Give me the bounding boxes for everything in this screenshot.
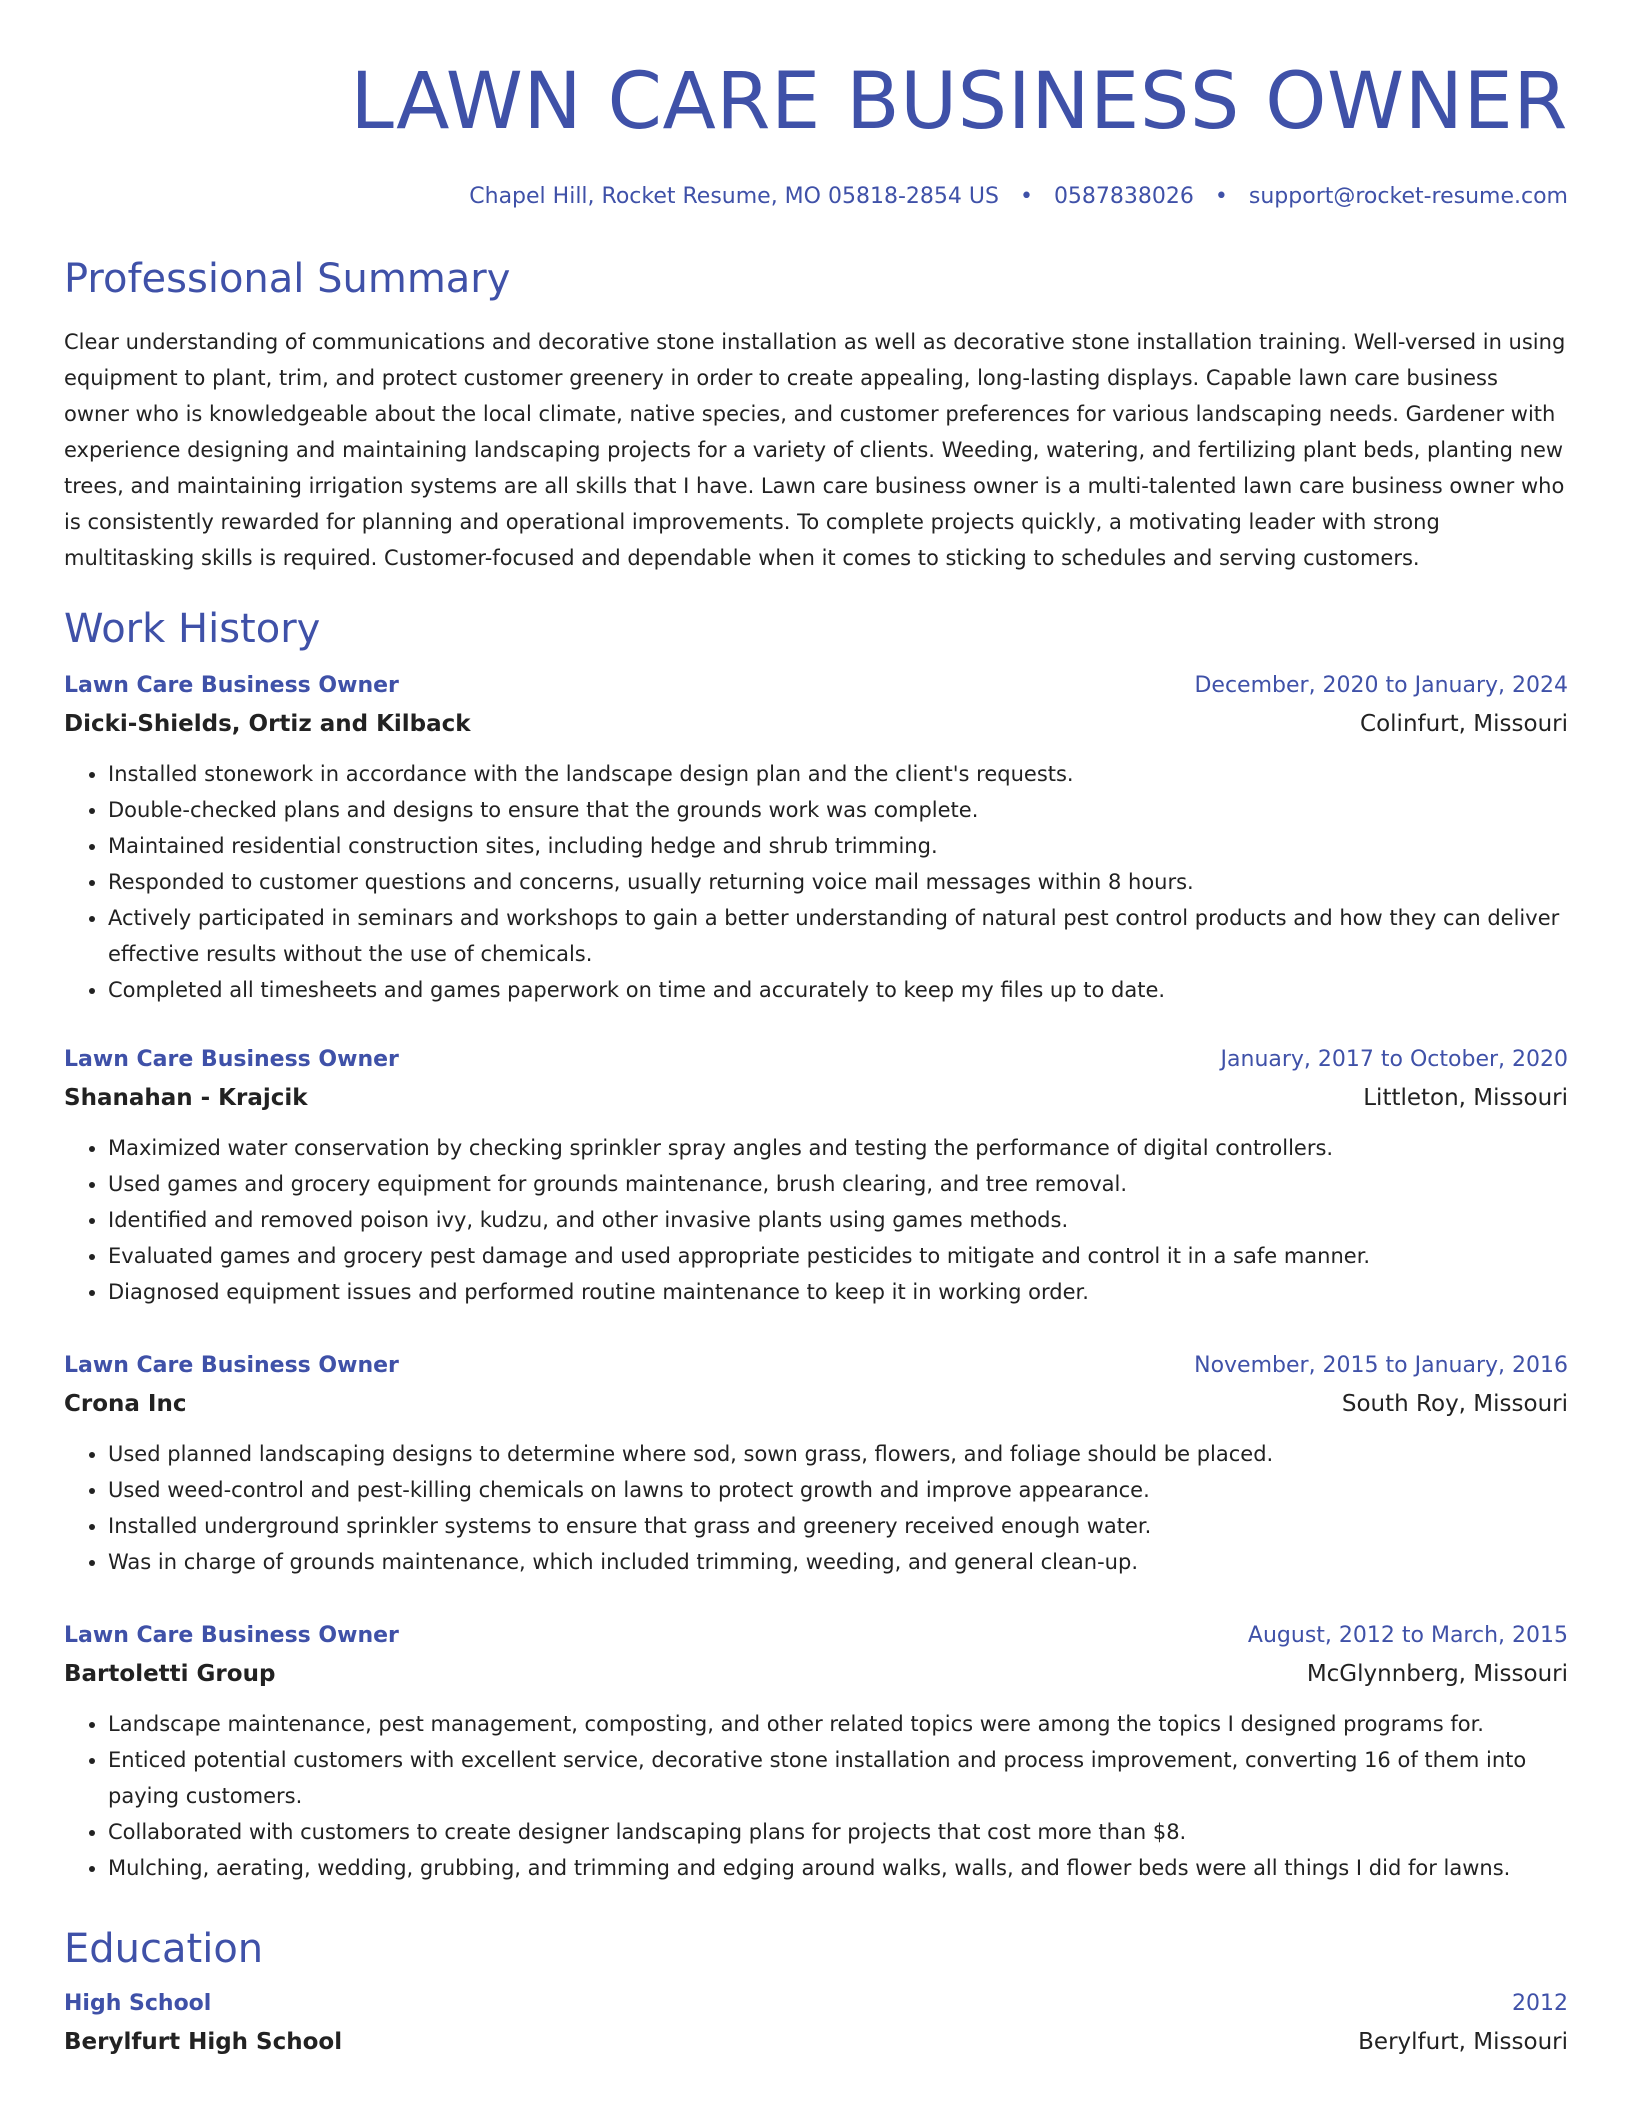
contact-line — [64, 182, 1568, 212]
contact-separator: • — [1214, 184, 1228, 209]
contact-email[interactable]: support@rocket-resume.com — [1248, 184, 1568, 209]
education-heading: Education — [64, 1926, 264, 1972]
job-entry — [64, 668, 1568, 1008]
job-bullet: • Used weed-control and pest-killing chemicals on lawns to protect growth and improve appearance. — [108, 1472, 1568, 1508]
education-year: 2012 — [1512, 1991, 1568, 2016]
job-bullets — [64, 1706, 1568, 1886]
job-company: Shanahan - Krajcik — [64, 1085, 308, 1111]
job-bullets — [64, 1130, 1568, 1310]
education-degree: High School — [64, 1991, 212, 2016]
job-bullet: • Responded to customer questions and concerns, usually returning voice mail messages within 8 hours. — [108, 864, 1568, 900]
job-bullets — [64, 1436, 1568, 1580]
job-location: Littleton, Missouri — [1363, 1085, 1568, 1111]
job-bullet: • Mulching, aerating, wedding, grubbing, and trimming and edging around walks, walls, and flower beds were all things I did for lawns. — [108, 1850, 1568, 1886]
job-bullet: • Evaluated games and grocery pest damage and used appropriate pesticides to mitigate and control it in a safe manner. — [108, 1238, 1568, 1274]
contact-address: Chapel Hill, Rocket Resume, MO 05818-2854 US — [469, 184, 999, 209]
job-location: Colinfurt, Missouri — [1360, 711, 1568, 737]
job-bullets — [64, 756, 1568, 1008]
job-role: Lawn Care Business Owner — [64, 1353, 399, 1378]
job-bullet: • Identified and removed poison ivy, kudzu, and other invasive plants using games methods. — [108, 1202, 1568, 1238]
education-school: Berylfurt High School — [64, 2029, 343, 2055]
work-history-heading: Work History — [64, 606, 321, 652]
job-role: Lawn Care Business Owner — [64, 1047, 399, 1072]
job-dates: November, 2015 to January, 2016 — [1194, 1353, 1568, 1378]
job-dates: January, 2017 to October, 2020 — [1220, 1047, 1568, 1072]
job-bullet: • Installed stonework in accordance with the landscape design plan and the client's requests. — [108, 756, 1568, 792]
summary-text: Clear understanding of communications and decorative stone installation as well as decorative stone installation training. Well-versed in using equipment to plant, trim, and protect customer greenery in order to create appealing, long-lasting displays. Capable lawn care business owner who is knowledgeable about the local climate, native species, and customer preferences for various landscaping needs. Gardener with experience designing and maintaining landscaping projects for a variety of clients. Weeding, watering, and fertilizing plant beds, planting new trees, and maintaining irrigation systems are all skills that I have. Lawn care business owner is a multi-talented lawn care business owner who is consistently rewarded for planning and operational improvements. To complete projects quickly, a motivating leader with strong multitasking skills is required. Customer-focused and dependable when it comes to sticking to schedules and serving customers. — [64, 330, 1566, 570]
resume-header — [64, 52, 1568, 212]
job-bullet: • Maximized water conservation by checking sprinkler spray angles and testing the performance of digital controllers. — [108, 1130, 1568, 1166]
job-company: Crona Inc — [64, 1391, 187, 1417]
job-company: Bartoletti Group — [64, 1661, 276, 1687]
job-bullet: • Used games and grocery equipment for grounds maintenance, brush clearing, and tree removal. — [108, 1166, 1568, 1202]
job-role: Lawn Care Business Owner — [64, 673, 399, 698]
job-bullet: • Collaborated with customers to create designer landscaping plans for projects that cost more than $8. — [108, 1814, 1568, 1850]
candidate-name: LAWN CARE BUSINESS OWNER — [350, 57, 1568, 147]
job-bullet: • Installed underground sprinkler systems to ensure that grass and greenery received enough water. — [108, 1508, 1568, 1544]
job-bullet: • Used planned landscaping designs to determine where sod, sown grass, flowers, and foliage should be placed. — [108, 1436, 1568, 1472]
job-entry — [64, 1618, 1568, 1886]
job-entry — [64, 1348, 1568, 1580]
job-role: Lawn Care Business Owner — [64, 1623, 399, 1648]
summary-heading: Professional Summary — [64, 256, 511, 302]
job-entry — [64, 1042, 1568, 1310]
education-location: Berylfurt, Missouri — [1358, 2029, 1568, 2055]
job-dates: August, 2012 to March, 2015 — [1247, 1623, 1568, 1648]
job-location: McGlynnberg, Missouri — [1306, 1661, 1568, 1687]
contact-separator: • — [1019, 184, 1033, 209]
job-company: Dicki-Shields, Ortiz and Kilback — [64, 711, 471, 737]
job-bullet: • Double-checked plans and designs to ensure that the grounds work was complete. — [108, 792, 1568, 828]
job-location: South Roy, Missouri — [1341, 1391, 1568, 1417]
job-bullet: • Diagnosed equipment issues and performed routine maintenance to keep it in working order. — [108, 1274, 1568, 1310]
job-bullet: • Actively participated in seminars and workshops to gain a better understanding of natural pest control products and how they can deliver effective results without the use of chemicals. — [108, 900, 1568, 972]
job-bullet: • Maintained residential construction sites, including hedge and shrub trimming. — [108, 828, 1568, 864]
contact-phone: 0587838026 — [1053, 184, 1194, 209]
job-bullet: • Was in charge of grounds maintenance, which included trimming, weeding, and general clean-up. — [108, 1544, 1568, 1580]
job-bullet: • Completed all timesheets and games paperwork on time and accurately to keep my files up to date. — [108, 972, 1568, 1008]
job-bullet: • Landscape maintenance, pest management, composting, and other related topics were among the topics I designed programs for. — [108, 1706, 1568, 1742]
job-dates: December, 2020 to January, 2024 — [1194, 673, 1568, 698]
job-bullet: • Enticed potential customers with excellent service, decorative stone installation and process improvement, converting 16 of them into paying customers. — [108, 1742, 1568, 1814]
education-entry — [64, 1986, 1568, 2062]
